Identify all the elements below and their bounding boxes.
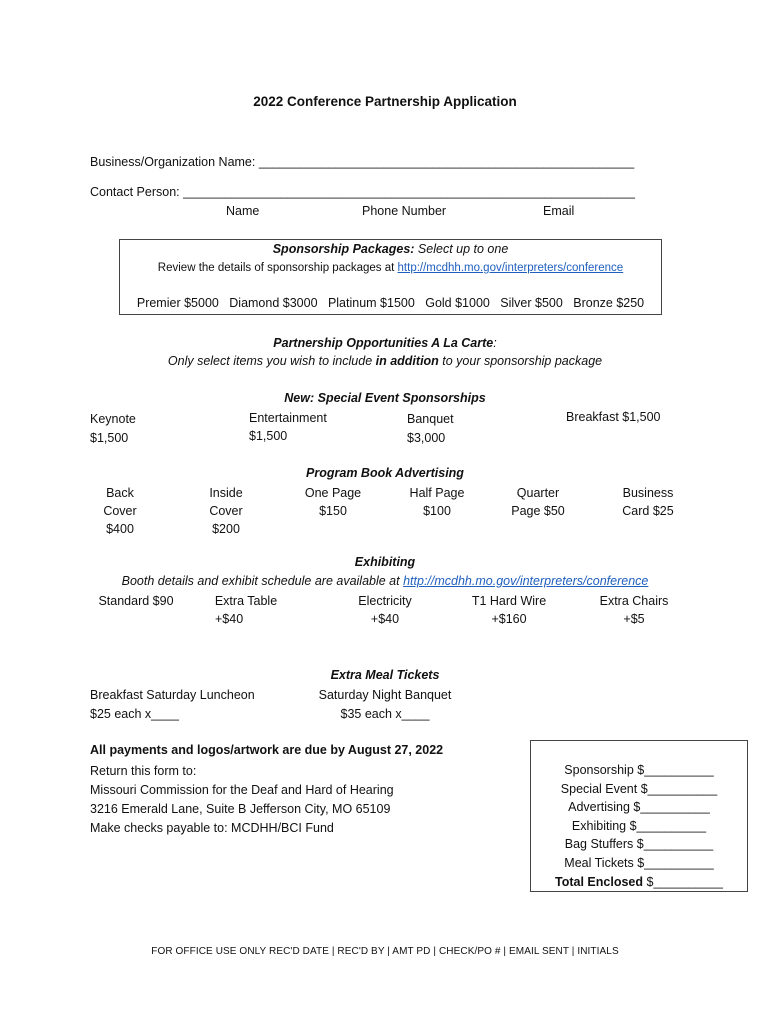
exhibiting-line: Electricity xyxy=(358,594,412,608)
special-event-name: Keynote xyxy=(90,412,136,426)
sponsorship-heading-line xyxy=(120,242,661,256)
sponsorship-review-line xyxy=(120,262,661,274)
exhibiting-heading: Exhibiting xyxy=(354,555,416,569)
special-event-breakfast[interactable] xyxy=(566,410,661,424)
contact-sub-name: Name xyxy=(226,204,260,218)
sponsorship-box xyxy=(119,239,662,315)
special-event-price: $3,000 xyxy=(407,431,446,445)
total-meal-tickets[interactable]: Meal Tickets $__________ xyxy=(564,855,714,870)
meal-night-banquet[interactable] xyxy=(305,686,465,724)
total-enclosed-label: Total Enclosed xyxy=(555,874,644,889)
program-book-line: Quarter xyxy=(516,486,560,500)
special-event-entertainment[interactable] xyxy=(249,409,327,445)
meal-line: $35 each x____ xyxy=(340,707,430,721)
payment-line: Return this form to: xyxy=(90,764,197,778)
total-advertising[interactable]: Advertising $__________ xyxy=(568,800,710,815)
special-event-banquet[interactable] xyxy=(407,410,454,448)
meal-breakfast-luncheon[interactable] xyxy=(90,686,255,724)
program-book-line: Business xyxy=(622,486,674,500)
sponsorship-link[interactable]: http://mcdhh.mo.gov/interpreters/conference xyxy=(397,262,624,274)
total-sponsorship[interactable]: Sponsorship $__________ xyxy=(564,763,714,777)
program-book-line: Cover xyxy=(103,504,137,518)
special-event-price: $1,500 xyxy=(90,431,129,445)
special-event-name: Banquet xyxy=(407,412,454,426)
special-events-heading: New: Special Event Sponsorships xyxy=(284,391,486,405)
alacarte-note-post: to your sponsorship package xyxy=(438,354,603,368)
program-book-line: $100 xyxy=(423,504,451,518)
exhibiting-line: Standard $90 xyxy=(98,594,174,608)
program-book-line: Cover xyxy=(209,504,243,518)
meal-line: $25 each x____ xyxy=(90,707,179,721)
totals-box xyxy=(530,740,748,892)
alacarte-heading-line xyxy=(0,336,770,350)
contact-sub-email: Email xyxy=(543,204,575,218)
exhibiting-line: Extra Table xyxy=(214,594,278,608)
exhibiting-link[interactable]: http://mcdhh.mo.gov/interpreters/conference xyxy=(403,574,649,588)
alacarte-note-bold: in addition xyxy=(375,354,439,368)
exhibiting-t1-hard-wire[interactable] xyxy=(459,592,559,628)
exhibiting-line: +$5 xyxy=(623,612,645,626)
total-special-event[interactable]: Special Event $__________ xyxy=(560,781,718,796)
program-book-line: Back xyxy=(106,486,134,500)
program-book-back-cover[interactable] xyxy=(80,484,160,538)
program-book-half-page[interactable] xyxy=(397,484,477,520)
office-use-footer: FOR OFFICE USE ONLY REC'D DATE | REC'D BY | AMT PD | CHECK/PO # | EMAIL SENT | INITIALS xyxy=(151,946,619,957)
sponsorship-heading-note: Select up to one xyxy=(417,242,509,256)
program-book-line: $200 xyxy=(212,522,240,536)
exhibiting-note: Booth details and exhibit schedule are available at xyxy=(121,574,404,588)
payment-line: Missouri Commission for the Deaf and Hard of Hearing xyxy=(90,783,394,797)
program-book-business-card[interactable] xyxy=(608,484,688,520)
special-event-keynote[interactable] xyxy=(90,410,136,448)
totals-list xyxy=(531,761,747,891)
payment-instructions xyxy=(90,762,394,838)
contact-sub-phone: Phone Number xyxy=(362,204,447,218)
exhibiting-extra-chairs[interactable] xyxy=(584,592,684,628)
program-book-line: Card $25 xyxy=(622,504,674,518)
exhibiting-line: +$160 xyxy=(491,612,527,626)
special-event-name: Entertainment xyxy=(249,411,327,425)
exhibiting-extra-table[interactable] xyxy=(196,592,296,628)
alacarte-note xyxy=(0,354,770,368)
program-book-line: Half Page xyxy=(409,486,465,500)
meal-line: Saturday Night Banquet xyxy=(318,688,452,702)
meal-line: Breakfast Saturday Luncheon xyxy=(90,688,255,702)
special-event-name: Breakfast $1,500 xyxy=(566,410,661,424)
program-book-inside-cover[interactable] xyxy=(186,484,266,538)
payment-line: 3216 Emerald Lane, Suite B Jefferson City, MO 65109 xyxy=(90,802,391,816)
exhibiting-line: +$40 xyxy=(215,612,244,626)
exhibiting-line: +$40 xyxy=(370,612,400,626)
program-book-line: $400 xyxy=(106,522,134,536)
program-book-line: Page $50 xyxy=(511,504,565,518)
page-title: 2022 Conference Partnership Application xyxy=(253,94,517,109)
program-book-one-page[interactable] xyxy=(293,484,373,520)
sponsorship-packages: Premier $5000 Diamond $3000 Platinum $1500 Gold $1000 Silver $500 Bronze $250 xyxy=(136,296,645,310)
exhibiting-electricity[interactable] xyxy=(335,592,435,628)
payment-line: Make checks payable to: MCDHH/BCI Fund xyxy=(90,821,334,835)
program-book-line: $150 xyxy=(319,504,347,518)
program-book-heading: Program Book Advertising xyxy=(306,466,464,480)
contact-person-field[interactable]: Contact Person: _________________________________________________________________ xyxy=(90,185,635,199)
special-event-price: $1,500 xyxy=(249,429,288,443)
payment-due: All payments and logos/artwork are due by August 27, 2022 xyxy=(90,743,444,757)
exhibiting-note-line xyxy=(0,574,770,588)
exhibiting-line: Extra Chairs xyxy=(599,594,669,608)
alacarte-colon: : xyxy=(493,336,497,350)
program-book-line: Inside xyxy=(209,486,243,500)
total-exhibiting[interactable]: Exhibiting $__________ xyxy=(571,818,707,833)
total-bag-stuffers[interactable]: Bag Stuffers $__________ xyxy=(564,837,714,852)
total-enclosed-value: $__________ xyxy=(643,874,723,889)
program-book-line: One Page xyxy=(304,486,362,500)
business-name-field[interactable]: Business/Organization Name: ______________________________________________________ xyxy=(90,155,635,169)
exhibiting-line: T1 Hard Wire xyxy=(471,594,547,608)
exhibiting-standard[interactable] xyxy=(86,592,186,610)
sponsorship-heading: Sponsorship Packages: xyxy=(272,242,415,256)
meals-heading: Extra Meal Tickets xyxy=(330,668,440,682)
alacarte-heading: Partnership Opportunities A La Carte xyxy=(273,336,494,350)
total-enclosed[interactable] xyxy=(531,873,747,892)
sponsorship-review-text: Review the details of sponsorship packages at xyxy=(157,262,398,274)
program-book-quarter-page[interactable] xyxy=(498,484,578,520)
alacarte-note-pre: Only select items you wish to include xyxy=(167,354,376,368)
